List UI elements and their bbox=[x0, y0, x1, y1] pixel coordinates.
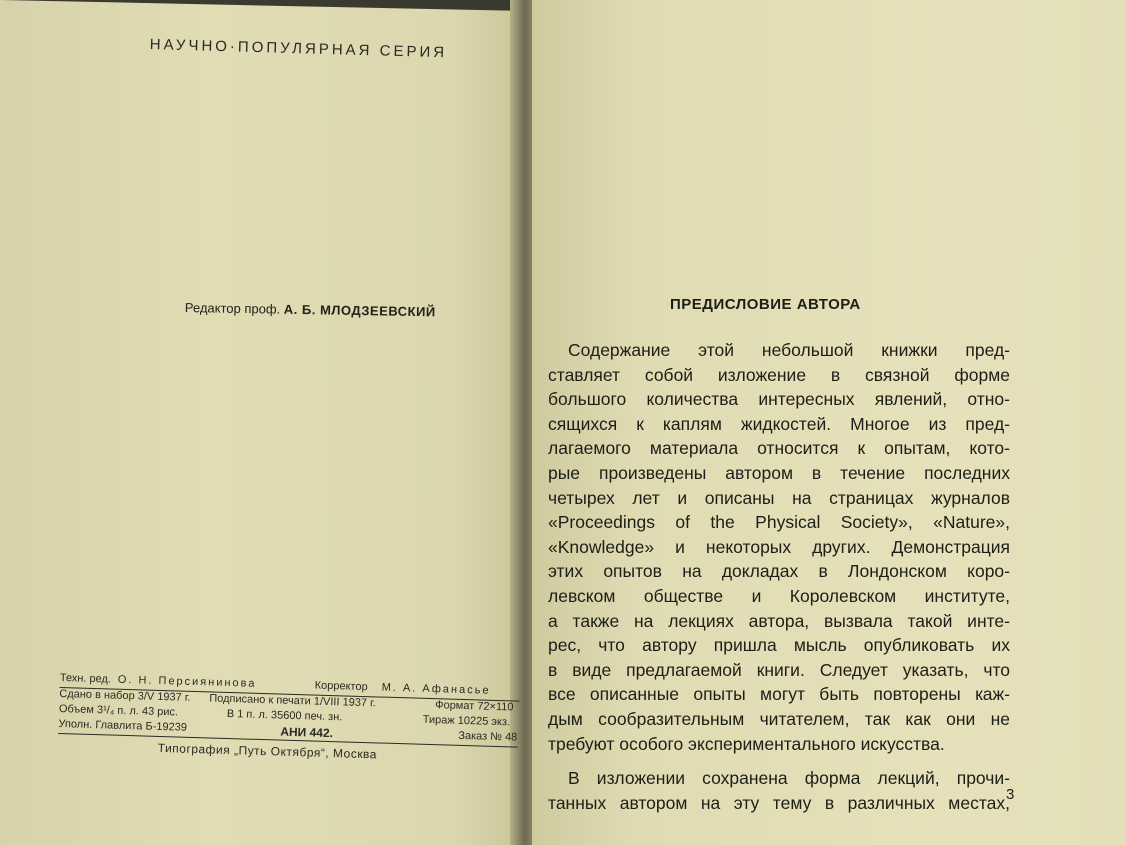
preface-heading: ПРЕДИСЛОВИЕ АВТОРА bbox=[670, 296, 861, 313]
tech-editor-label: Техн. ред. bbox=[59, 672, 112, 686]
preface-body bbox=[548, 338, 1010, 815]
imprint-print-date: Подписано к печати 1/VIII 1937 г. bbox=[209, 692, 376, 710]
tech-editor-name: О. Н. Персиянинова bbox=[117, 673, 257, 690]
body-line: требуют особого экспериментального искусства. bbox=[548, 733, 945, 754]
paragraph-gap bbox=[548, 756, 1010, 766]
body-line: «Knowledge» и некоторых других. Демонстрация bbox=[548, 536, 1010, 557]
body-line: рес, что автору пришла мысль опубликовать их bbox=[548, 635, 1010, 656]
body-line: танных автором на эту тему в различных местах, bbox=[548, 792, 1010, 813]
body-line: сящихся к каплям жидкостей. Многое из пред- bbox=[548, 413, 1010, 434]
editor-name: А. Б. МЛОДЗЕЕВСКИЙ bbox=[283, 301, 436, 320]
body-line: ставляет собой изложение в связной форме bbox=[548, 364, 1010, 385]
body-line: В изложении сохранена форма лекций, прочи- bbox=[568, 768, 1010, 789]
imprint-ani: АНИ 442. bbox=[280, 724, 334, 741]
bleed-through-text bbox=[238, 232, 272, 270]
imprint-volume: Объем 3¹/₄ п. л. 43 рис. bbox=[58, 702, 179, 719]
body-line: большого количества интересных явлений, отно- bbox=[548, 389, 1010, 410]
page-number: 3 bbox=[1006, 786, 1015, 803]
body-line: все описанные опыты могут быть повторены кaж- bbox=[548, 684, 1010, 705]
imprint-print-run: Тираж 10225 экз. bbox=[422, 713, 511, 729]
body-line: «Proceedings of the Physical Society», «Nature», bbox=[548, 512, 1010, 533]
series-title: НАУЧНО·ПОПУЛЯРНАЯ СЕРИЯ bbox=[149, 36, 448, 62]
body-line: этих опытов на докладах в Лондонском коро- bbox=[548, 561, 1010, 582]
body-line: лагаемого материала относится к опытам, кото- bbox=[548, 438, 1010, 459]
imprint-format: Формат 72×110 bbox=[435, 699, 514, 714]
corrector-name: М. А. Афанасье bbox=[381, 681, 491, 697]
body-line: Содержание этой небольшой книжки пред- bbox=[568, 340, 1010, 360]
corrector-label: Корректор bbox=[314, 679, 368, 694]
editor-prefix: Редактор проф. bbox=[184, 300, 281, 317]
imprint-censor: Уполн. Главлита Б-19239 bbox=[58, 717, 188, 734]
body-line: четырех лет и описаны на страницах журналов bbox=[548, 487, 1010, 508]
body-line: левском обществе и Королевском институте, bbox=[548, 585, 1010, 606]
body-line: рые произведены автором в течение последних bbox=[548, 462, 1010, 483]
body-line: а также на лекциях автора, вызвала такой инте- bbox=[548, 610, 1010, 631]
imprint-block bbox=[58, 672, 530, 768]
body-line: в виде предлагаемой книги. Следует указать, что bbox=[548, 659, 1010, 680]
imprint-chars: В 1 п. л. 35600 печ. зн. bbox=[226, 707, 343, 724]
printer-name: Типография „Путь Октября“, Москва bbox=[157, 740, 378, 762]
imprint-order: Заказ № 48 bbox=[458, 729, 518, 744]
body-line: дым сообразительным читателем, так как они не bbox=[548, 708, 1010, 729]
imprint-typeset-date: Сдано в набор 3/V 1937 г. bbox=[59, 687, 191, 704]
